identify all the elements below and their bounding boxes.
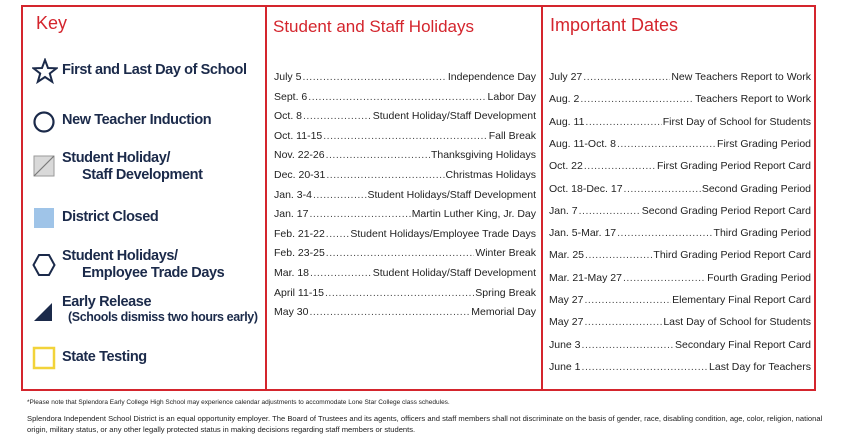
dot-leader	[584, 316, 662, 328]
key-item-state-testing	[32, 346, 147, 372]
item-event: Memorial Day	[471, 306, 536, 319]
item-date: July 5	[274, 71, 302, 83]
column-divider	[265, 7, 267, 389]
item-date: Aug. 11	[549, 115, 585, 128]
item-event: Second Grading Period Report Card	[641, 204, 811, 217]
item-event: Student Holidays/Staff Development	[367, 188, 536, 201]
dot-leader	[580, 93, 694, 105]
list-item	[274, 71, 536, 85]
dot-leader	[309, 208, 410, 220]
list-item	[549, 205, 811, 219]
key-item-district-closed	[32, 206, 158, 232]
blue-square-icon	[32, 206, 58, 232]
important-dates-title: Important Dates	[550, 15, 679, 35]
item-date: Oct. 11-15	[274, 129, 323, 142]
hexagon-outline-icon	[32, 252, 58, 278]
list-item	[549, 294, 811, 308]
key-item-early-release	[32, 295, 258, 324]
item-date: May 27	[549, 294, 584, 306]
item-event: Teachers Report to Work	[695, 93, 811, 106]
item-date: Jan. 5-Mar. 17	[549, 227, 617, 240]
item-event: Student Holidays/Employee Trade Days	[350, 227, 536, 240]
list-item	[549, 316, 811, 330]
triangle-icon	[32, 297, 58, 323]
key-label: New Teacher Induction	[62, 112, 212, 128]
item-date: Dec. 20-31	[274, 169, 326, 181]
item-date: Oct. 8	[274, 110, 303, 123]
key-label: State Testing	[62, 349, 147, 365]
yellow-square-outline-icon	[32, 346, 58, 372]
dot-leader	[310, 267, 372, 279]
dot-leader	[585, 116, 661, 128]
item-date: April 11-15	[274, 286, 324, 299]
key-label: First and Last Day of School	[62, 62, 247, 78]
item-date: Nov. 22-26	[274, 149, 325, 162]
dot-leader	[309, 306, 470, 318]
item-event: Last Day of School for Students	[663, 316, 811, 329]
dot-leader	[326, 247, 475, 259]
list-item	[274, 247, 536, 261]
item-date: Aug. 11-Oct. 8	[549, 137, 616, 150]
list-item	[549, 71, 811, 85]
dot-leader	[303, 110, 372, 122]
list-item	[549, 361, 811, 375]
item-event: Martin Luther King, Jr. Day	[411, 208, 536, 221]
item-event: Student Holiday/Staff Development	[372, 267, 536, 279]
list-item	[549, 93, 811, 107]
item-event: Spring Break	[475, 286, 536, 299]
item-date: June 3	[549, 338, 581, 351]
item-date: Aug. 2	[549, 93, 580, 106]
item-date: Jan. 17	[274, 208, 309, 221]
item-date: Oct. 22	[549, 160, 583, 173]
dot-leader	[584, 160, 656, 172]
list-item	[274, 149, 536, 163]
list-item	[549, 160, 811, 174]
item-event: Fall Break	[488, 129, 536, 142]
item-event: New Teachers Report to Work	[671, 71, 811, 83]
dot-leader	[617, 227, 712, 239]
dot-leader	[582, 339, 674, 351]
item-date: Mar. 21-May 27	[549, 271, 622, 284]
list-item	[549, 339, 811, 353]
item-date: July 27	[549, 71, 583, 83]
item-date: Feb. 21-22	[274, 227, 325, 240]
list-item	[274, 208, 536, 222]
list-item	[549, 272, 811, 286]
item-event: Secondary Final Report Card	[675, 338, 811, 351]
item-event: First Grading Period Report Card	[656, 160, 811, 173]
item-date: Jan. 7	[549, 204, 578, 217]
list-item	[274, 169, 536, 183]
item-date: Oct. 18-Dec. 17	[549, 182, 623, 195]
star-outline-icon	[32, 58, 58, 84]
circle-outline-icon	[32, 109, 58, 135]
list-item	[274, 91, 536, 105]
dot-leader	[584, 294, 671, 306]
key-label: Student Holidays/	[62, 248, 178, 264]
dot-leader	[326, 228, 350, 240]
footnote: *Please note that Splendora Early College High School may experience calendar adjustments to accommodate Lone Star College class schedules.	[27, 399, 450, 406]
dot-leader	[325, 287, 474, 299]
list-item	[274, 228, 536, 242]
dot-leader	[617, 138, 716, 150]
column-divider	[541, 7, 543, 389]
list-item	[549, 138, 811, 152]
item-event: Winter Break	[475, 247, 536, 260]
key-item-first-last-day	[32, 58, 247, 84]
item-date: May 27	[549, 316, 584, 329]
item-date: Jan. 3-4	[274, 188, 312, 201]
dot-leader	[326, 169, 444, 181]
item-event: Last Day for Teachers	[709, 360, 811, 373]
list-item	[274, 267, 536, 281]
item-event: Christmas Holidays	[445, 169, 536, 181]
list-item	[274, 287, 536, 301]
item-event: First Day of School for Students	[662, 115, 811, 128]
item-event: Second Grading Period	[701, 182, 811, 195]
list-item	[274, 189, 536, 203]
dot-leader	[623, 272, 706, 284]
dot-leader	[579, 205, 641, 217]
dot-leader	[624, 183, 701, 195]
key-label: Early Release	[62, 294, 152, 310]
item-date: May 30	[274, 306, 309, 319]
list-item	[549, 227, 811, 241]
key-title: Key	[36, 13, 68, 33]
item-date: Sept. 6	[274, 90, 308, 103]
key-label-line2: (Schools dismiss two hours early)	[68, 310, 258, 324]
dot-leader	[585, 249, 652, 261]
key-label-line2: Staff Development	[82, 167, 203, 183]
list-item	[549, 249, 811, 263]
dot-leader	[308, 91, 486, 103]
key-label-line2: Employee Trade Days	[82, 265, 225, 281]
item-event: Independence Day	[447, 71, 536, 83]
holidays-title: Student and Staff Holidays	[273, 17, 474, 36]
key-item-trade-days	[32, 248, 224, 282]
dot-leader	[323, 130, 487, 142]
dot-leader	[583, 71, 670, 83]
list-item	[549, 116, 811, 130]
item-event: Student Holiday/Staff Development	[372, 110, 536, 123]
item-date: Mar. 18	[274, 267, 310, 279]
item-date: June 1	[549, 360, 581, 373]
list-item	[274, 306, 536, 320]
item-event: Thanksgiving Holidays	[430, 149, 536, 162]
list-item	[274, 130, 536, 144]
item-event: Third Grading Period Report Card	[653, 249, 811, 262]
item-event: Fourth Grading Period	[707, 271, 811, 284]
item-date: Mar. 25	[549, 249, 585, 262]
item-event: Elementary Final Report Card	[672, 294, 811, 306]
dot-leader	[302, 71, 446, 83]
key-item-student-holiday	[32, 150, 203, 184]
list-item	[549, 183, 811, 197]
item-date: Feb. 23-25	[274, 247, 325, 260]
dot-leader	[582, 361, 709, 373]
gray-square-slash-icon	[32, 154, 58, 180]
dot-leader	[313, 189, 367, 201]
disclaimer: Splendora Independent School District is an equal opportunity employer. The Board of Trustees and its agents, officers and staff members shall not discriminate on the basis of gender, race, disabling condition, age, color, religion, national origin, military status, or any other legally protected status in making decisions regarding staff members or students.	[27, 414, 823, 434]
item-event: Labor Day	[487, 90, 536, 103]
dot-leader	[326, 149, 430, 161]
item-event: Third Grading Period	[713, 227, 811, 240]
key-label: District Closed	[62, 209, 159, 225]
item-event: First Grading Period	[717, 137, 811, 150]
key-label: Student Holiday/	[62, 150, 170, 166]
list-item	[274, 110, 536, 124]
key-item-new-teacher	[32, 109, 211, 135]
